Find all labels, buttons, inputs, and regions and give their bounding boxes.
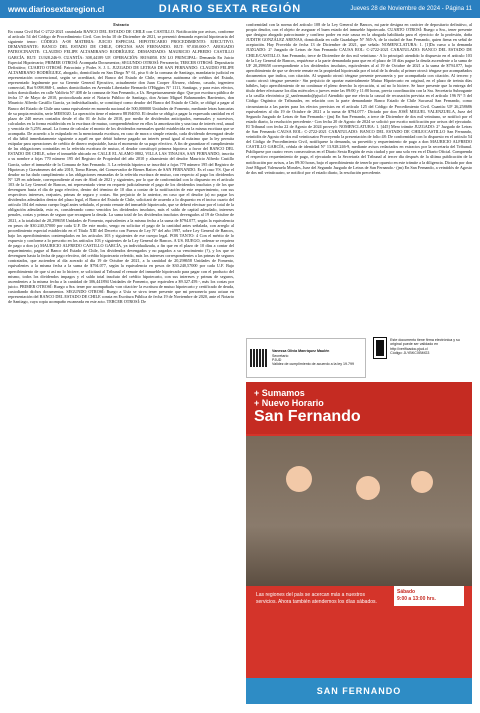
bank-advertisement[interactable]	[246, 382, 472, 704]
person-icon	[411, 471, 433, 493]
electronic-signature-box	[246, 338, 366, 378]
signer-org: PJUD	[272, 358, 282, 362]
ad-photo	[246, 436, 472, 586]
signature-note: Validez de cumplimiento de acuerdo a la ley 19.799	[272, 362, 355, 367]
verification-code: Código: JLYBKCXBMG3	[390, 351, 430, 356]
signer-role: Secretario	[272, 353, 289, 358]
legal-notice-left-column	[8, 22, 234, 710]
site-url[interactable]: www.diariosextaregion.cl	[8, 4, 105, 14]
extract-body-continued: conformidad con la norma del artículo 108 de la Ley General de Bancos, mi parte designa en carácter de depositario definitivo, al propio deudor, con el objeto de asegurar el buen estado del inmueble hipotecado. CUARTO OTROSÍ: Ruego a Sra., tener presente que designo abogado patrocinante y confiero poder en este causa en la abogada habilitada para el ejercicio de la profesión, doña JUDITH GONZÁLEZ ARENAS, domiciliada en calle Guadalupe N° 565-A, de la ciudad de San Fernando, quien firma en señal de aceptación. Hay Proveído de fecha 13 de Diciembre de 2021, que señala: NOMENCLATURA: 1. [1]Da curso a la demanda JUZGADO: 2° Juzgado de Letras de San Fernando CAUSA ROL: C-2722-2021 CARATULADO: BANCO DEL ESTADO DE CHILE/CASTILLO. San Fernando, trece de Diciembre de dos mil veintiuno.- A lo principal: atendido lo dispuesto en el artículo 103 de la Ley General de Bancos, requiérase a la parte demandada para que en el plazo de 10 días pague la deuda ascendente a la suma de UF 20,298658 correspondiente a los dividendos insolutos, equivalentes al al 19 de Octubre de 2021 a la suma de $794.077, bajo apercibimiento de que se decrete remate en la propiedad hipotecada por el total de la deuda; al primer otrosí: téngase por acompañados documentos que indica, con citación. Al segundo otrosí: téngase presente personería y por acompañada con citación. Al tercero y cuarto otrosí: téngase presente.- Sin perjuicio de aportar materialmente Mutuo Hipotecario en original, en el plazo de treinta días hábiles, bajo apercibimiento de no continuar el pleno derecho la ejecución, si así no lo hiciere. Se hace presente que la entrega del título deber efectuarse los días miércoles o jueves entre las 09:00 y 11:00 horas, previa coordinación con la Sra. Secretaria Subrogante a la casilla electrónica j2_sanfernando@pjud.cl Atendido que me efecta la causal de recusación prevista en el artículo 196 N° 5 del Código Orgánico de Tribunales, en relación con la parte demandante Banco Estado de Chile Sucursal San Fernando, como circunstancia a las partes para los efectos previstos en el artículo 125 del Código de Procedimiento Civil. Cuantía: UF 26,258686 equivalentes al día 19 de Octubre de 2021 a la suma de $794.077.- Dictado por don JOSÉ MIGUEL VALENZUELA, Juez del Segundo Juzgado de Letras de San Fernando.- (jm) En San Fernando, a trece de Diciembre de dos mil veintiuno, se notificó por el estado diario, la resolución precedente.- Con fecha 20 de Agosto de 2024 se solicitó por escrito notificación por avisos del ejecutado. El Tribunal con fecha 22 de Agosto de 2024 proveyó: NOMENCLATURA: 1. [445] Mero trámite JUZGADO: 2° Juzgado de Letras de San Fernando CAUSA ROL: C-2722-2021 CARATULADO: BANCO DEL ESTADO DE CHILE/CASTILLO San Fernando, veintidós de Agosto de dos mil veinticuatro Proveyendo la presentación de folio 48: De conformidad con lo dispuesto en el artículo 54 del Código de Procedimiento Civil, notifíquese la demanda, su proveído y requerimiento de pago a don MAURICIO ALFREDO CASTILLO GARCÍA, cédula de identidad N° 13.928.246-9, mediante avisos redactados en extractos por la secretaría del Tribunal. Publíquese por cuatro veces consecutivas en el Diario Sexta Región de esta ciudad y por una sola vez en el Diario Oficial. Comprenda el respectivo requerimiento de pago, el ejecutado en la Secretaría del Tribunal al tercer día después de la última publicación de la notificación por avisos, a las 09:30 horas, bajo el apercibimiento de tenerlo por opuesto en este trámite a la diligencia. Dictado por don José Miguel Valenzuela Morales, Juez del Segundo Juzgado de Letras de San Fernando.- (jm) En San Fernando, a veintidós de Agosto de dos mil veinticuatro, se notificó por el estado diario, la resolución precedente.	[246, 22, 472, 175]
person-icon	[286, 466, 312, 492]
ad-line-1: + Sumamos	[254, 388, 305, 398]
extract-body: En causa Civil Rol C-2722-2021 caratulada BANCO DEL ESTADO DE CHILE con CASTILLO. Notificación por avisos, conforme al artículo 54 del Código de Procedimiento Civil. Con fecha 10 de Diciembre de 2021, se presentó demanda especial hipotecaria del siguiente tenor: CÓDIGO: A-08 MATERIA: JUICIO ESPECIAL HIPOTECARIO PROCEDIMIENTO: EJECUTIVO. DEMANDANTE: BANCO DEL ESTADO DE CHILE, OFICINA SAN FERNANDO. RUT: 97.030.000-7. ABOGADO PATROCINANTE: CLAUDIO FELIPE ALTAMIRANO RODRÍGUEZ. DEMANDADO: MAURICIO ALFREDO CASTILLO GARCÍA. RUT: 13.928.246-9. CUANTÍA: 308,44189 UF. OPERACIÓN: 88194050. EN LO PRINCIPAL: Demanda En Juicio Especial Hipotecario; PRIMER OTROSÍ: Acompaña Documentos; SEGUNDO OTROSÍ: Personería; TERCER OTROSÍ: Depositario Definitivo; CUARTO OTROSÍ: Patrocinio y Poder. S. J. L. JUZGADO DE LETRAS DE SAN FERNANDO. CLAUDIO FELIPE ALTAMIRANO RODRÍGUEZ, abogado, domiciliado en San Diego N° 61, piso 6 de la comuna de Santiago, mandatario judicial en representación convencional, según se acreditará, del Banco del Estado de Chile, empresa autónoma de créditos del Estado, representado legalmente por su Gerente General Ejecutivo, actualmente don Juan Cooper Álvarez, chileno, casado, ingeniero comercial, Rut 9.098.868-1, ambos domiciliados en Avenida Libertador Bernardo O'Higgins N° 1111, Santiago, y para estos efectos, todos domiciliados en calle Valdivia N° 408 de la comuna de San Fernando, a Us. Respetuosamente digo: Que por escritura pública de fecha 17 de Mayo de 2010, protocolizada ante el Notario Público de Santiago, don Arturo Miguel Bahamondes Barrientos, don Mauricio Alfredo Castillo García, ya individualizado, se constituyó como deudor del Banco del Estado de Chile, se obligó a pagar al Banco del Estado de Chile una suma equivalente en moneda nacional de 500,000000 Unidades de Fomento, mediante letras bancarias de su propia emisión, serie ME05020. La operación tiene el número 88194050. El deudor se obligó a pagar la expresada cantidad en el plazo de 240 meses contados desde el día 01 de Julio de 2010, por medio de dividendos anticipados, mensuales y sucesivos, calculados en la forma establecida en la escritura de mutuo, comprendiéndose en ellos la amortización y una tasa de interés real, anual y vencida de 5,25% anual. La forma de calcular el monto de los dividendos mensuales quedó establecida en la misma escritura que se acompaña. De acuerdo a lo estipulado en la mencionada escritura, en caso de mora o simple retardo, cada dividendo devengará desde el día hábil inmediatamente siguiente a aquél en que debió haberse pagado un interés penal igual al máximo que la ley permita estipular para operaciones de crédito de dinero reajustable, hasta el momento de su pago efectivo. A fin de garantizar el cumplimiento de las obligaciones contraídas en la referida escritura de mutuo, el deudor constituyó primera hipoteca a favor del BANCO DEL ESTADO DE CHILE, sobre el inmueble ubicado en CALLE EL ALAMO 0802, VILLA LAS TINAJAS, SAN FERNANDO, inscrita a su nombre a fojas 770 número 195 del Registro de Propiedad del año 2010 y alzamiento del deudor Mauricio Alfredo Castillo García, sobre el inmueble de la Comuna de San Fernando. 3. La referida hipoteca se inscribió a fojas 770 número 195 del Registro de Hipotecas y Gravámenes del año 2010, Tomo Bienes, del Conservador de Bienes Raíces de SAN FERNANDO. Es el caso VS. Que el deudor no ha dado cumplimiento a las obligaciones emanadas de la referida escritura de mutuo, con respecto al pago los dividendos N° 129 en adelante, correspondiente al mes de Abril de 2021 y siguientes, por lo que de conformidad con lo dispuesto en el artículo 103 de la Ley General de Bancos, mi representado viene en requerir judicialmente el pago de los dividendos insolutos y de los que devenguen hasta el día de pago efectivo, dentro del término de 10 días a contar de la notificación de este requerimiento, con sus respectivos intereses, reajustes, primas de seguro y costas. Sin perjuicio de lo anterior, en caso que el deudor (a) no pague los dividendos adeudados dentro del plazo legal, el Banco del Estado de Chile, solicitará de acuerdo a lo dispuesto en el inciso cuarto del artículo 104 del mismo cuerpo legal antes señalado, el pronto remate del inmueble hipotecado, que se deberá efectuar por el total de la obligación adeudada, esto es, considerando como vencidos los dividendos insolutos, más el saldo de capital adeudado, intereses penales, costas y primas de seguro que recarguen la deuda. La suma total de los dividendos insolutos devengados al 19 de Octubre de 2021, a la totalidad de 20,298658 Unidades de Fomento, equivalentes a la misma fecha a la suma de $794.077, según la equivalencia en pesos de $30.240,57000 por cada U.F. De este modo, vengo en solicitar el pago de la cantidad antes señalada, con arreglo al procedimiento especial establecido en el Título XIII del Decreto con Fuerza de Ley N° del año 1997, sobre Ley General de Bancos, bajo los apercibimientos contemplados en los artículos 103 y siguientes de ese cuerpo legal. POR TANTO: 4 Con el mérito de lo expuesto y conforme a lo prescrito en los artículos 103 y siguientes de la Ley General de Bancos. A US. RUEGO, ordenar se requiera de pago a don (a) MAURICIO ALFREDO CASTILLO GARCÍA, ya individualizada, a fin que en el plazo de 10 días a contar del requerimiento, pague al Banco del Estado de Chile, los dividendos devengados y no pagados a su vencimiento (?), y los que se devenguen hasta la fecha de pago efectivo, del crédito hipotecario referido, más los intereses correspondientes a las primas de seguros contratados, que ascienden al día acerado al día 19 de Octubre de 2021, a la cantidad de 20,298658 Unidades de Fomento, equivalentes a la misma fecha a la suma de $794.077, según la equivalencia en pesos de $30.240,57000 por cada U.F. Bajo apercibimiento de que si así no lo hiciere, se solicitará al Tribunal el remate del inmueble hipotecado para pagar con el producto del mismo, todos los dividendos impagos y el saldo total insoluto del crédito hipotecario, con sus intereses y primas de seguros, ascendentes a la misma fecha a la cantidad de 306,441894 Unidades de Fomento, que equivalen a $9.327.459.-, más los costas por juicio. PRIMER OTROSÍ: Ruego a Sra. tener por acompañada -con citación- la escritura de mutuo hipotecario y certificado de deuda, custodiando dichos documentos. SEGUNDO OTROSÍ: Ruego a Usía se sirva tener presente que mi personería para actuar en representación del BANCO DEL ESTADO DE CHILE consta en Escritura Pública de fecha 19 de Noviembre de 2020, ante el Notario de Santiago, cuya copia acompaño escaneada en este acto. TERCER OTROSÍ: De	[8, 29, 234, 305]
ad-cta-body: Las regiones del país se acercan más a nuestros servicios. Ahora también atendemos los días sábados.	[256, 592, 377, 605]
signature-seal-icon	[250, 349, 268, 367]
hours-label: Sábado	[397, 589, 416, 595]
ad-header	[246, 382, 472, 434]
ad-bottom-banner: SAN FERNANDO	[246, 678, 472, 704]
verification-box	[374, 338, 470, 378]
page-header	[0, 0, 480, 18]
hours-value: 9:00 a 13:00 hrs.	[397, 596, 436, 602]
verification-text: Este documento tiene firma electrónica y su original puede ser validado en http://verificadoc.pjud.cl	[390, 338, 460, 351]
qr-code-icon[interactable]	[374, 338, 386, 358]
ad-hours-box	[394, 586, 464, 606]
ad-title: San Fernando	[254, 408, 361, 425]
newspaper-title: DIARIO SEXTA REGIÓN	[158, 3, 302, 15]
ad-line-2: + Nuevo Horario	[254, 398, 324, 408]
extract-heading: Extracto	[113, 22, 129, 27]
person-icon	[356, 476, 380, 500]
legal-notice-right-column	[246, 22, 472, 327]
issue-date: Jueves 28 de Noviembre de 2024 - Página 11	[350, 6, 472, 12]
signer-name: Vanessa Olivia Manríquez Maulén	[272, 349, 330, 354]
